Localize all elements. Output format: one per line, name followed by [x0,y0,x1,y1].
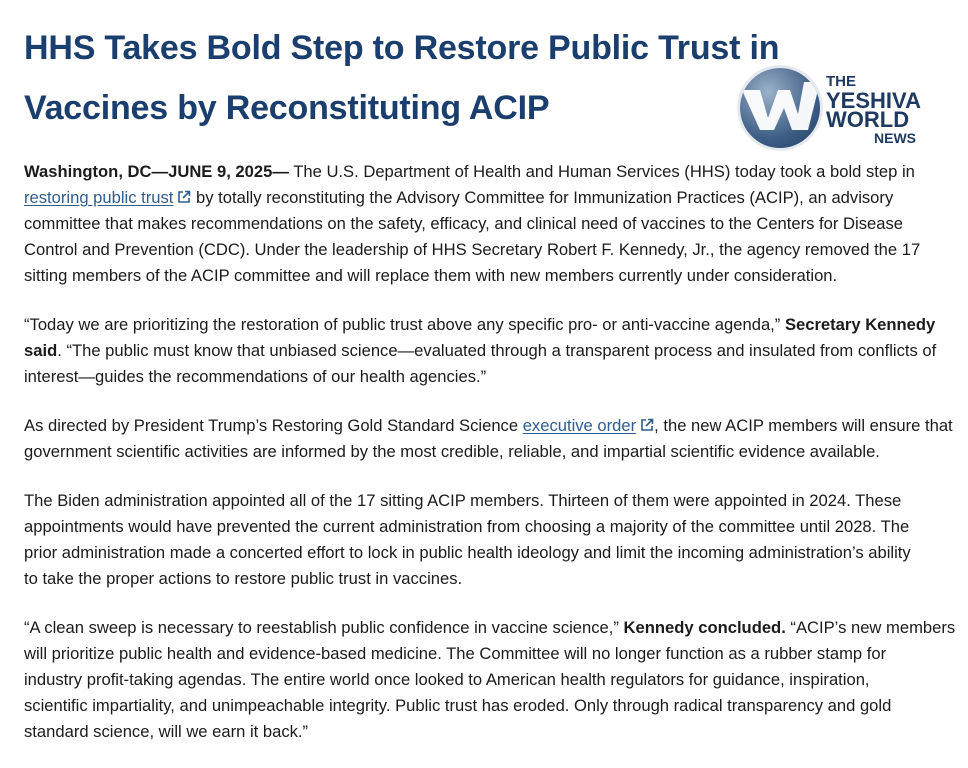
text: . “The public must know that unbiased science—evaluated through a transparent process and insulated from conflicts of [57,341,937,360]
text: by totally reconstituting the Advisory Committee for Immunization Practices (ACIP), an advisory [191,188,894,207]
title-line: Vaccines by Reconstituting ACIP [24,89,550,127]
text-line [24,338,964,364]
text-line [24,237,964,263]
external-link[interactable]: restoring public trust [24,188,174,207]
text: “A clean sweep is necessary to reestablish public confidence in vaccine science,” [24,618,624,637]
text: interest—guides the recommendations of our health agencies.” [24,367,487,386]
yeshiva-world-news-logo [738,66,938,154]
external-link[interactable]: executive order [522,416,637,435]
text-line [24,667,964,693]
text: scientific impartiality, and unimpeachable integrity. Public trust has eroded. Only through radical transparency and gold [24,696,892,715]
article-body [24,159,964,768]
logo-text: THE [826,73,856,90]
text: The Biden administration appointed all of the 17 sitting ACIP members. Thirteen of them were appointed in 2024. These [24,491,902,510]
text: government scientific activities are informed by the most credible, reliable, and impartial scientific evidence available. [24,442,880,461]
text-line [24,488,964,514]
logo-text: NEWS [874,130,916,146]
logo-text: YESHIVA [826,88,921,113]
text: appointments would have prevented the current administration from choosing a majority of the committee until 2028. The [24,517,910,536]
logo-wordmark [826,72,921,148]
paragraph [24,413,964,465]
text-line [24,615,964,641]
bold-text: Washington, DC—JUNE 9, 2025— [24,162,289,181]
text-line [24,540,964,566]
text-line [24,641,964,667]
text-line [24,439,964,465]
bold-text: said [24,341,58,360]
external-link-icon[interactable] [177,186,191,200]
text: standard science, will we earn it back.” [24,722,309,741]
text: “Today we are prioritizing the restoration of public trust above any specific pro- or anti-vaccine agenda,” [24,315,785,334]
paragraph [24,488,964,592]
text: , the new ACIP members will ensure that [654,416,953,435]
paragraph [24,615,964,745]
paragraph [24,312,964,390]
text: “ACIP’s new members [785,618,956,637]
logo-w-icon [740,68,820,148]
text: sitting members of the ACIP committee and will replace them with new members currently under consideration. [24,266,838,285]
text-line [24,159,964,185]
text: Control and Prevention (CDC). Under the leadership of HHS Secretary Robert F. Kennedy, Jr., the agency removed the 17 [24,240,921,259]
text-line [24,364,964,390]
text: As directed by President Trump’s Restoring Gold Standard Science [24,416,523,435]
paragraph [24,159,964,289]
text-line [24,514,964,540]
text-line [24,211,964,237]
text-line [24,312,964,338]
text-line [24,185,964,211]
text-line [24,413,964,439]
title-line: HHS Takes Bold Step to Restore Public Trust in [24,29,780,67]
text: to take the proper actions to restore public trust in vaccines. [24,569,463,588]
text: will prioritize public health and evidence-based medicine. The Committee will no longer function as a rubber stamp for [24,644,887,663]
text: committee that makes recommendations on the safety, efficacy, and clinical need of vaccines to the Centers for Disease [24,214,903,233]
text-line [24,693,964,719]
text: The U.S. Department of Health and Human Services (HHS) today took a bold step in [288,162,915,181]
external-link-icon[interactable] [640,414,654,428]
text-line [24,719,964,745]
text: prior administration made a concerted effort to lock in public health ideology and limit the incoming administration’s ability [24,543,911,562]
bold-text: Kennedy concluded. [623,618,786,637]
article-title [24,18,779,138]
text-line [24,566,964,592]
text: industry profit-taking agendas. The entire world once looked to American health regulators for guidance, inspiration, [24,670,870,689]
text-line [24,263,964,289]
bold-text: Secretary Kennedy [784,315,936,334]
logo-text: WORLD [826,107,910,132]
